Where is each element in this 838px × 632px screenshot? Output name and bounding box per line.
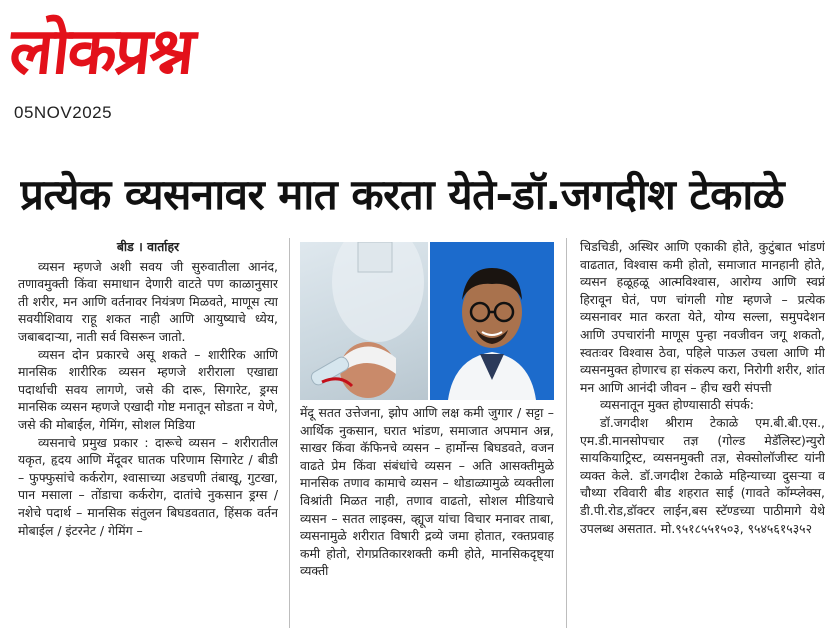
dateline: बीड । वार्ताहर [116, 239, 180, 254]
article-paragraph: व्यसन दोन प्रकारचे असू शकते – शारीरिक आणि मानसिक शारीरिक व्यसन म्हणजे शरीराला एखाद्या पदार्थाची सवय लागणे, जसे की दारू, सिगारेट, ड्रग्स मानसिक व्यसन म्हणजे एखादी गोष्ट मनातून सोडता न येणे, जसे की मोबाईल, गेमिंग, सोशल मिडिया [18, 346, 278, 432]
article-paragraph: व्यसन म्हणजे अशी सवय जी सुरुवातीला आनंद, तणावमुक्ती किंवा समाधान देणारी वाटते पण काळानुसार ती शरीर, मन आणि वर्तनावर नियंत्रण मिळवते, माणूस त्या सवयीशिवाय राहू शकत नाही आणि आयुष्याचे ध्येय, जबाबदाऱ्या, नाती सर्व विसरून जातो. [18, 258, 278, 344]
illustration-image [300, 242, 428, 400]
column-divider [566, 238, 567, 628]
article-column-1 [18, 238, 278, 632]
headline: प्रत्येक व्यसनावर मात करता येते-डॉ.जगदीश टेकाळे [20, 170, 785, 219]
newspaper-logo: लोकप्रश्न [6, 15, 197, 89]
column-divider [289, 238, 290, 628]
article-paragraph: चिडचिडी, अस्थिर आणि एकाकी होते, कुटुंबात भांडणं वाढतात, विश्वास कमी होतो, समाजात मानहानी होते, व्यसन हळूहळू आत्मविश्वास, आरोग्य आणि स्वप्नं हिरावून घेतं, पण चांगली गोष्ट म्हणजे – प्रत्येक व्यसनावर मात करता येते, योग्य सल्ला, समुपदेशन आणि उपचारांनी माणूस पुन्हा नवजीवन जगू शकतो, स्वतःवर विश्वास ठेवा, पहिले पाऊल उचला आणि मी व्यसनमुक्त होणारच हा संकल्प करा, निरोगी शरीर, शांत मन आणि आनंदी जीवन – हीच खरी संपत्ती [580, 239, 825, 395]
article-paragraph: व्यसनाचे प्रमुख प्रकार : दारूचे व्यसन – शरीरातील यकृत, हृदय आणि मेंदूवर घातक परिणाम सिगारेट / बीडी – फुफ्फुसांचे कर्करोग, श्वासाच्या अडचणी तंबाखू, गुटखा, पान मसाला – तोंडाचा कर्करोग, दातांचे नुकसान ड्रग्स / नशेचे पदार्थ – मानसिक संतुलन बिघडवतात, हिंसक वर्तन मोबाईल / इंटरनेट / गेमिंग – [18, 434, 278, 538]
publication-date: 05NOV2025 [14, 103, 113, 122]
contact-details: डॉ.जगदीश श्रीराम टेकाळे एम.बी.बी.एस., एम.डी.मानसोपचार तज्ञ (गोल्ड मेडॅलिस्ट)न्युरो सायकियाट्रिस्ट, व्यसनमुक्ती तज्ञ, सेक्सोलॉजीस्ट यांनी व्यक्त केले. डॉ.जगदीश टेकाळे महिन्याच्या दुसऱ्या व चौथ्या रविवारी बीड शहरात साई (गावते कॉम्प्लेक्स, डी.पी.रोड,डॉक्टर लाईन,बस स्टॅण्डच्या पाठीमागे येथे उपलब्ध असतात. मो.९५१८५५१५०३, ९५४५६१५३५२ [580, 414, 825, 536]
doctor-photo [430, 242, 554, 400]
contact-heading: व्यसनातून मुक्त होण्यासाठी संपर्क: [600, 397, 754, 413]
article-column-2 [300, 404, 554, 632]
article-paragraph: मेंदू सतत उत्तेजना, झोप आणि लक्ष कमी जुगार / सट्टा – आर्थिक नुकसान, घरात भांडण, समाजात अपमान अन्न, साखर किंवा कॅफिनचे व्यसन – हार्मोन्स बिघडवते, वजन वाढते प्रेम किंवा संबंधांचे व्यसन – अति आसक्तीमुळे मानसिक तणाव कामाचे व्यसन – थोडाळ्यामुळे व्यक्तीला विश्रांती मिळत नाही, तणाव वाढतो, सोशल मीडियाचे व्यसन – सतत लाइक्स, व्ह्यूज यांचा विचार मनावर ताबा, व्यसनामुळे शरीरात विषारी द्रव्ये जमा होतात, रक्तप्रवाह कमी होतो, रोगप्रतिकारशक्ती कमी होते, मानसिकदृष्ट्या व्यक्ती [300, 405, 554, 579]
article-column-3 [580, 238, 825, 632]
